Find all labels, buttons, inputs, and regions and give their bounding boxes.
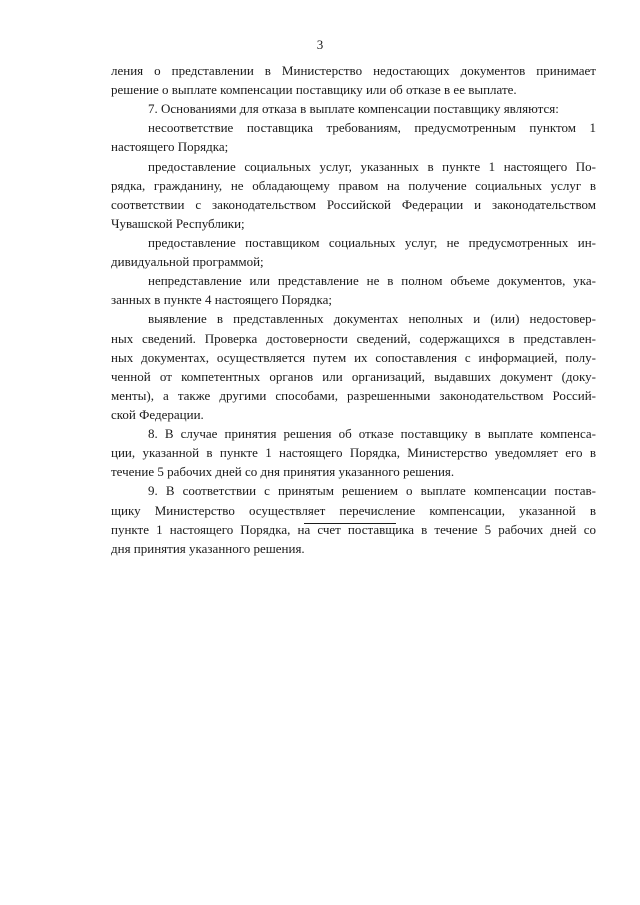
text-line: течение 5 рабочих дней со дня принятия указанного решения. <box>111 464 455 480</box>
paragraph-7-item-2 <box>111 157 596 233</box>
text-line: ных документах, осуществляется путем их сопоставления с информацией, полу- <box>111 349 596 365</box>
paragraph-7-item-5 <box>111 309 596 424</box>
text-line: несоответствие поставщика требованиям, предусмотренным пунктом 1 <box>148 120 596 136</box>
text-line: ции, указанной в пункте 1 настоящего Порядка, Министерство уведомляет его в <box>111 445 596 461</box>
document-body <box>111 61 596 558</box>
text-line: Чувашской Республики; <box>111 215 245 231</box>
text-line: непредставление или представление не в полном объеме документов, ука- <box>148 273 596 289</box>
paragraph-9 <box>111 481 596 557</box>
text-line: решение о выплате компенсации поставщику или об отказе в ее выплате. <box>111 82 517 98</box>
text-line: дивидуальной программой; <box>111 254 264 270</box>
text-line: щику Министерство осуществляет перечисление компенсации, указанной в <box>111 502 596 518</box>
end-of-document-rule <box>304 523 396 524</box>
text-line: ской Федерации. <box>111 406 204 422</box>
text-line: выявление в представленных документах неполных и (или) недостовер- <box>148 311 596 327</box>
paragraph-7-item-4 <box>111 271 596 309</box>
text-line: занных в пункте 4 настоящего Порядка; <box>111 292 332 308</box>
text-line: пункте 1 настоящего Порядка, на счет поставщика в течение 5 рабочих дней со <box>111 521 596 537</box>
paragraph-7-item-3 <box>111 233 596 271</box>
paragraph-7 <box>111 99 596 118</box>
text-line: ления о представлении в Министерство недостающих документов принимает <box>111 63 596 78</box>
paragraph-8 <box>111 424 596 481</box>
paragraph-7-item-1 <box>111 118 596 156</box>
text-line: предоставление социальных услуг, указанных в пункте 1 настоящего По- <box>148 158 596 174</box>
text-line: ных сведений. Проверка достоверности сведений, содержащихся в представлен- <box>111 330 596 346</box>
text-line: предоставление поставщиком социальных услуг, не предусмотренных ин- <box>148 234 596 250</box>
text-line: менты), а также другими способами, разрешенными законодательством Россий- <box>111 387 596 403</box>
text-line: настоящего Порядка; <box>111 139 229 155</box>
text-line: ченной от компетентных органов или организаций, выдавших документ (доку- <box>111 368 596 384</box>
text-line: 9. В соответствии с принятым решением о выплате компенсации постав- <box>148 483 596 499</box>
paragraph-continuation <box>111 61 596 99</box>
text-line: дня принятия указанного решения. <box>111 540 305 556</box>
text-line: 8. В случае принятия решения об отказе поставщику в выплате компенса- <box>148 426 596 442</box>
text-line: 7. Основаниями для отказа в выплате компенсации поставщику являются: <box>148 101 559 117</box>
text-line: соответствии с законодательством Российской Федерации и законодательством <box>111 196 596 212</box>
page-number: 3 <box>316 37 324 52</box>
text-line: рядка, гражданину, не обладающему правом на получение социальных услуг в <box>111 177 596 193</box>
